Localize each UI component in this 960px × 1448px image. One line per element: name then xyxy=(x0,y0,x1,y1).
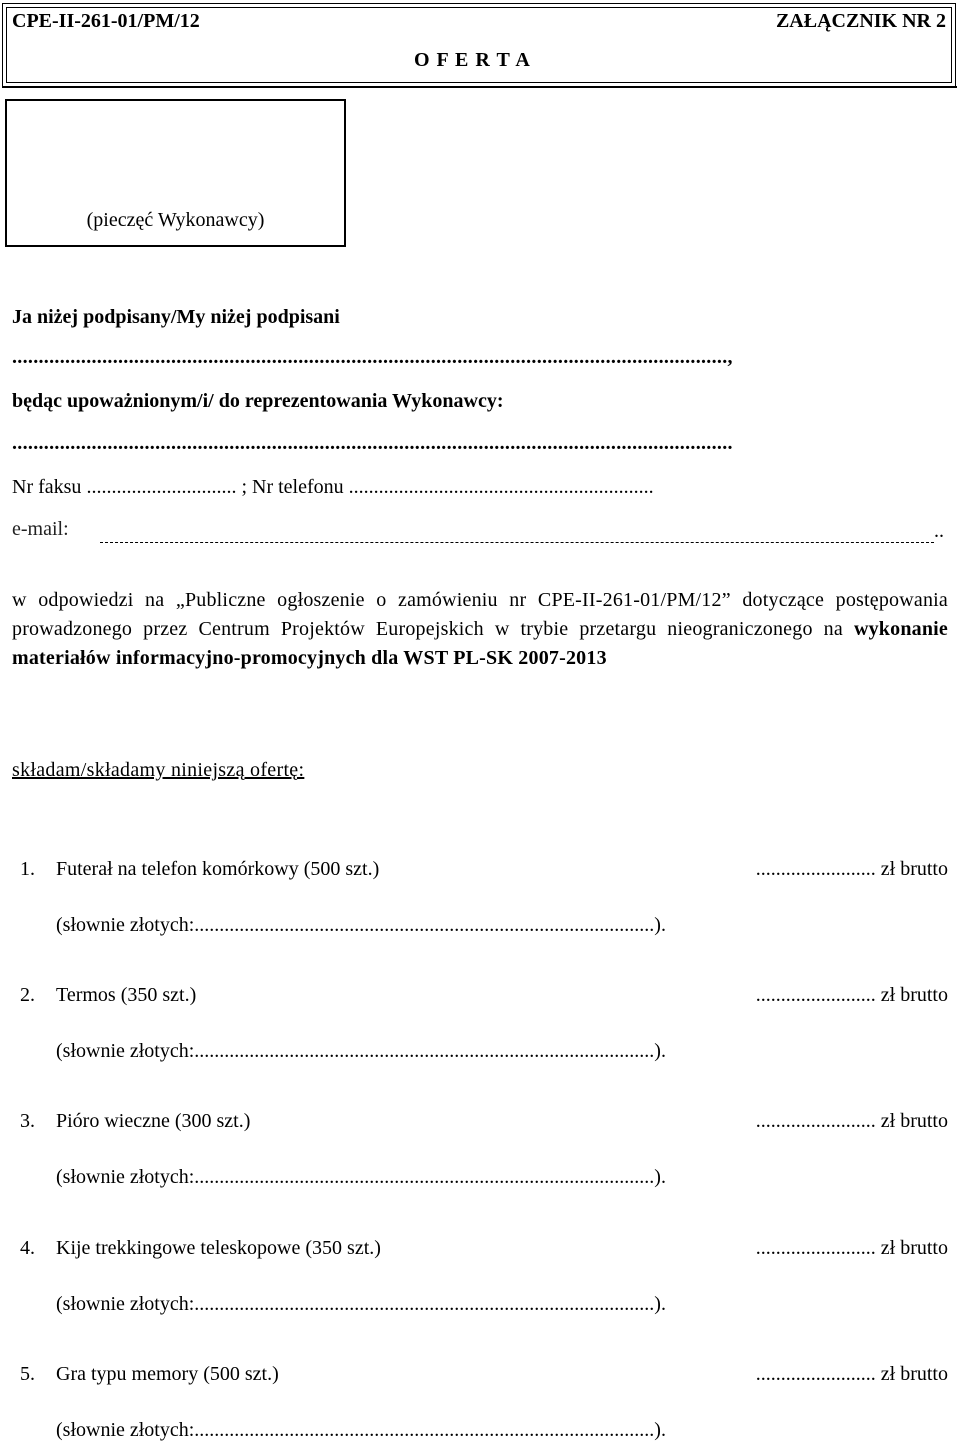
item-number: 2. xyxy=(20,984,35,1006)
fax-field[interactable]: .............................. xyxy=(86,476,237,498)
authorization-statement: będąc upoważnionym/i/ do reprezentowania Wykonawcy: xyxy=(12,390,504,412)
document-title: O F E R T A xyxy=(414,49,531,71)
item-price-in-words-field[interactable]: (słownie złotych:............................................................................................). xyxy=(56,1040,666,1062)
intro-subject: wykonanie materiałów informacyjno-promocyjnych dla WST PL-SK 2007-2013 xyxy=(12,618,948,669)
item-price-in-words-field[interactable]: (słownie złotych:............................................................................................). xyxy=(56,1166,666,1188)
phone-field[interactable]: ............................................................. xyxy=(348,476,654,498)
submit-offer-statement: składam/składamy niniejszą ofertę: xyxy=(12,759,305,781)
fax-row xyxy=(12,476,654,499)
item-price-in-words-field[interactable]: (słownie złotych:............................................................................................). xyxy=(56,914,666,936)
contractor-stamp-box xyxy=(5,99,346,247)
item-price-in-words-field[interactable]: (słownie złotych:............................................................................................). xyxy=(56,1293,666,1315)
item-number: 3. xyxy=(20,1110,35,1132)
item-price-field[interactable]: ........................ zł brutto xyxy=(755,1237,948,1259)
phone-label: ; Nr telefonu xyxy=(241,476,344,498)
stamp-label: (pieczęć Wykonawcy) xyxy=(86,209,265,231)
intro-paragraph xyxy=(12,586,948,673)
signatory-name-line[interactable]: ......................................................................................................................................., xyxy=(12,346,733,368)
item-price-field[interactable]: ........................ zł brutto xyxy=(755,1363,948,1385)
fax-label: Nr faksu xyxy=(12,476,82,498)
item-price-field[interactable]: ........................ zł brutto xyxy=(755,858,948,880)
email-label: e-mail: xyxy=(12,518,69,540)
item-price-field[interactable]: ........................ zł brutto xyxy=(755,984,948,1006)
attachment-number: ZAŁĄCZNIK NR 2 xyxy=(775,10,946,32)
item-name: Kije trekkingowe teleskopowe (350 szt.) xyxy=(56,1237,381,1259)
document-reference: CPE-II-261-01/PM/12 xyxy=(12,10,200,32)
item-price-in-words-field[interactable]: (słownie złotych:............................................................................................). xyxy=(56,1419,666,1441)
item-number: 1. xyxy=(20,858,35,880)
item-number: 4. xyxy=(20,1237,35,1259)
header-bottom-rule xyxy=(2,86,957,88)
signatory-heading: Ja niżej podpisany/My niżej podpisani xyxy=(12,306,340,328)
item-name: Termos (350 szt.) xyxy=(56,984,197,1006)
item-name: Pióro wieczne (300 szt.) xyxy=(56,1110,251,1132)
email-field-end: .. xyxy=(934,520,944,542)
item-name: Futerał na telefon komórkowy (500 szt.) xyxy=(56,858,380,880)
email-field[interactable] xyxy=(100,542,934,543)
item-name: Gra typu memory (500 szt.) xyxy=(56,1363,279,1385)
item-number: 5. xyxy=(20,1363,35,1385)
intro-text: w odpowiedzi na „Publiczne ogłoszenie o zamówieniu nr CPE-II-261-01/PM/12” dotyczące postępowania prowadzonego przez Centrum Projektów Europejskich w trybie przetargu nieograniczonego na xyxy=(12,589,948,640)
contractor-name-line[interactable]: ........................................................................................................................................ xyxy=(12,432,733,454)
item-price-field[interactable]: ........................ zł brutto xyxy=(755,1110,948,1132)
